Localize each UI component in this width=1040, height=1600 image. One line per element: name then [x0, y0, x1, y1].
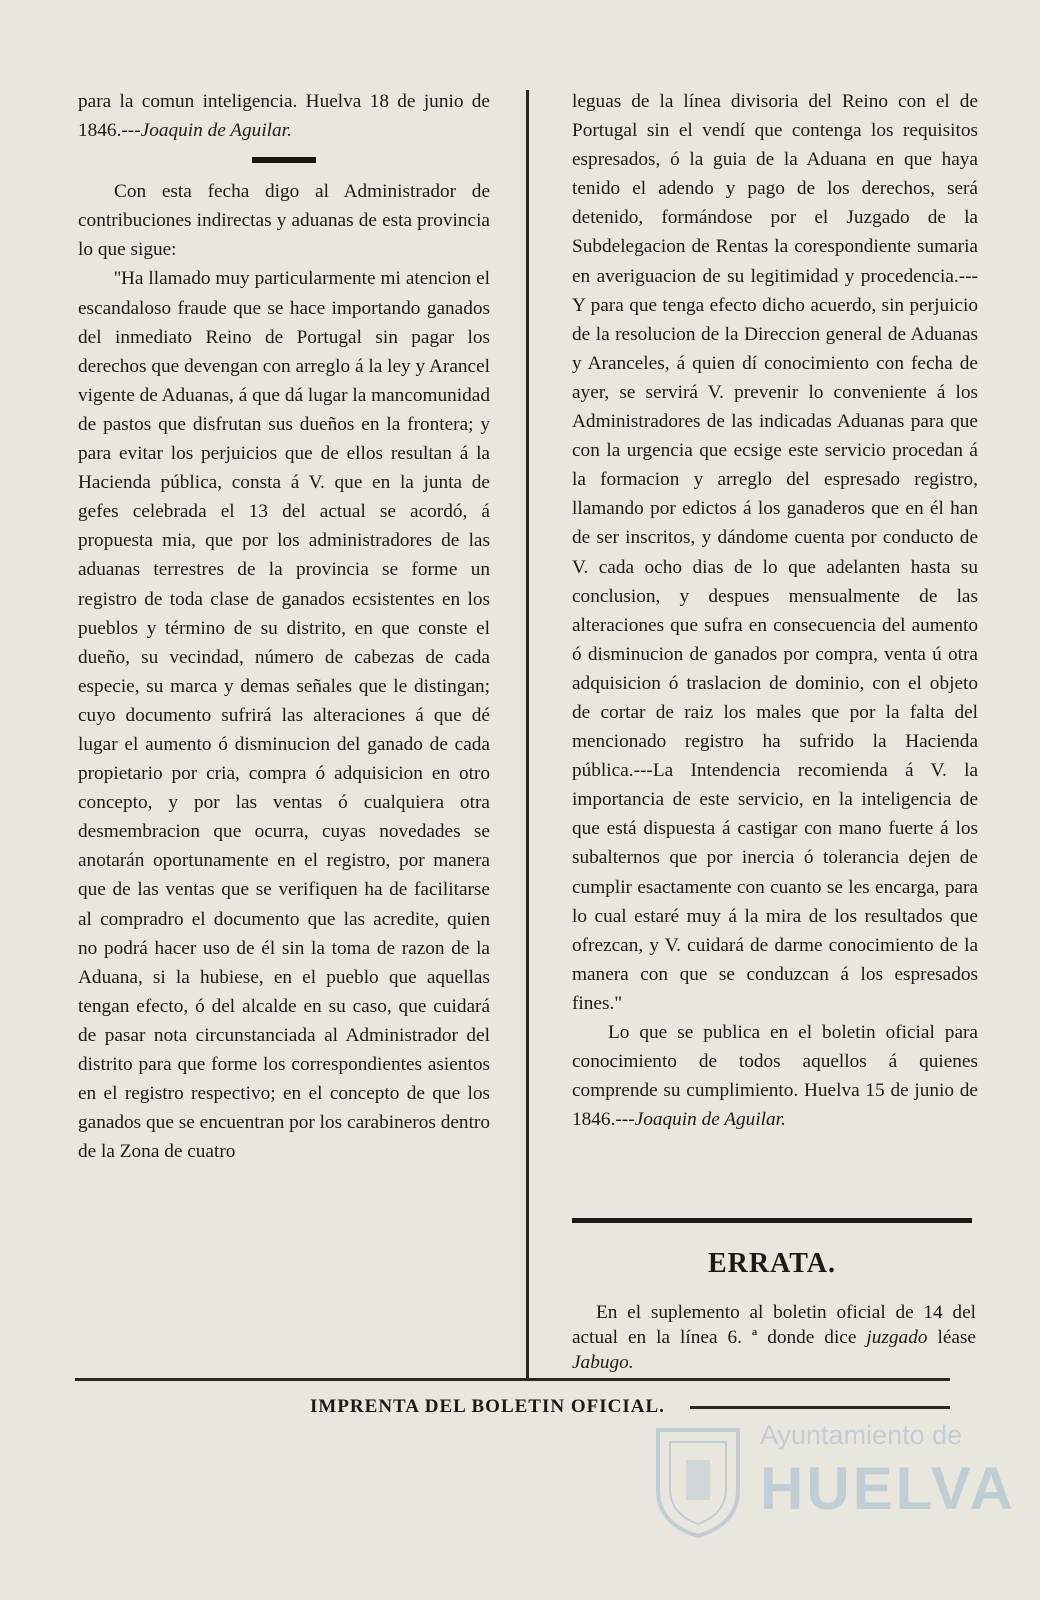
intro-paragraph: Con esta fecha digo al Administrador de contribuciones indirectas y aduanas de esta provincia lo que sigue:	[78, 181, 490, 261]
body-paragraph: ''Ha llamado muy particularmente mi atencion el escandaloso fraude que se hace importando ganados del inmediato Reino de Portugal sin pagar los derechos que devengan con arreglo á la ley y Arancel vigente de Aduanas, á que dá lugar la mancomunidad de pastos que disfrutan sus dueños en la frontera; y para evitar los perjuicios que de ellos resultan á la Hacienda pública, consta á V. que en la junta de gefes celebrada el 13 del actual se acordó, á propuesta mia, que por los administradores de las aduanas terrestres de la provincia se forme un registro de toda clase de ganados ecsistentes en los pueblos y término de su distrito, en que conste el dueño, su vecindad, número de cabezas de cada especie, su marca y demas señales que le distingan; cuyo documento sufrirá las alteraciones á que dé lugar el aumento ó disminucion del ganado de cada propietario por cria, compra ó adquisicion en otro concepto, y por las ventas ó cualquiera otra desmembracion que ocurra, cuyas novedades se anotarán oportunamente en el registro, por manera que de las ventas que se verifiquen ha de facilitarse al compradro el documento que las acredite, quien no podrá hacer uso de él sin la toma de razon de la Aduana, si la hubiese, en el pueblo que aquellas tengan efecto, ó del alcalde en su caso, que cuidará de pasar nota circunstanciada al Administrador del distrito para que forme los correspondientes asientos en el registro respectivo; en el concepto de que los ganados que se encuentran por los carabineros dentro de la Zona de cuatro	[78, 268, 490, 1163]
watermark-line1: Ayuntamiento de	[760, 1420, 963, 1450]
column-divider	[526, 90, 529, 1380]
left-column	[78, 87, 490, 1166]
watermark-line2: HUELVA	[760, 1455, 1016, 1522]
closing-paragraph: para la comun inteligencia. Huelva 18 de junio de 1846.---Joaquin de Aguilar.	[78, 91, 490, 142]
imprint-line: IMPRENTA DEL BOLETIN OFICIAL.	[310, 1396, 665, 1417]
imprint-rule	[690, 1406, 950, 1409]
right-column	[572, 87, 978, 1134]
errata-text: En el suplemento al boletin oficial de 14 del actual en la línea 6. ª donde dice juzgado léase Jabugo.	[572, 1302, 976, 1373]
signature: Joaquin de Aguilar.	[634, 1109, 786, 1131]
publication-paragraph: Lo que se publica en el boletin oficial para conocimiento de todos aquellos á quienes comprende su cumplimiento. Huelva 15 de junio de 1846.---Joaquin de Aguilar.	[572, 1022, 978, 1131]
city-shield-icon	[650, 1420, 746, 1538]
watermark	[650, 1420, 1016, 1540]
errata-title: ERRATA.	[707, 1248, 837, 1279]
errata-divider	[572, 1218, 972, 1223]
section-divider	[252, 157, 316, 163]
body-paragraph-continued: leguas de la línea divisoria del Reino con el de Portugal sin el vendí que contenga los requisitos espresados, ó la guia de la Aduana en que haya tenido el adendo y pago de los derechos, será detenido, formándose por el Juzgado de la Subdelegacion de Rentas la corespondiente sumaria en averiguacion de su legitimidad y procedencia.---Y para que tenga efecto dicho acuerdo, sin perjuicio de la resolucion de la Direccion general de Aduanas y Aranceles, á quien dí conocimiento con fecha de ayer, se servirá V. prevenir lo conveniente á los Administradores de las indicadas Aduanas para que con la urgencia que ecsige este servicio procedan á la formacion y arreglo del espresado registro, llamando por edictos á los ganaderos que en él han de ser inscritos, y dándome cuenta por conducto de V. cada ocho dias de lo que adelanten hasta su conclusion, y despues mensualmente de las alteraciones que sufra en consecuencia del aumento ó disminucion de ganados por compra, venta ú otra adquisicion ó traslacion de dominio, con el objeto de cortar de raiz los males que por la falta del mencionado registro ha sufrido la Hacienda pública.---La Intendencia recomienda á V. la importancia de este servicio, en la inteligencia de que está dispuesta á castigar con mano fuerte á los subalternos que por inercia ó tolerancia dejen de cumplir esactamente con cuanto se les encarga, para lo cual estaré muy á la mira de los resultados que ofrezcan, y V. cuidará de darme conocimiento de la manera con que se conduzcan á los espresados fines."	[572, 91, 978, 1014]
signature: Joaquin de Aguilar.	[140, 120, 292, 142]
footer-rule	[75, 1378, 950, 1381]
